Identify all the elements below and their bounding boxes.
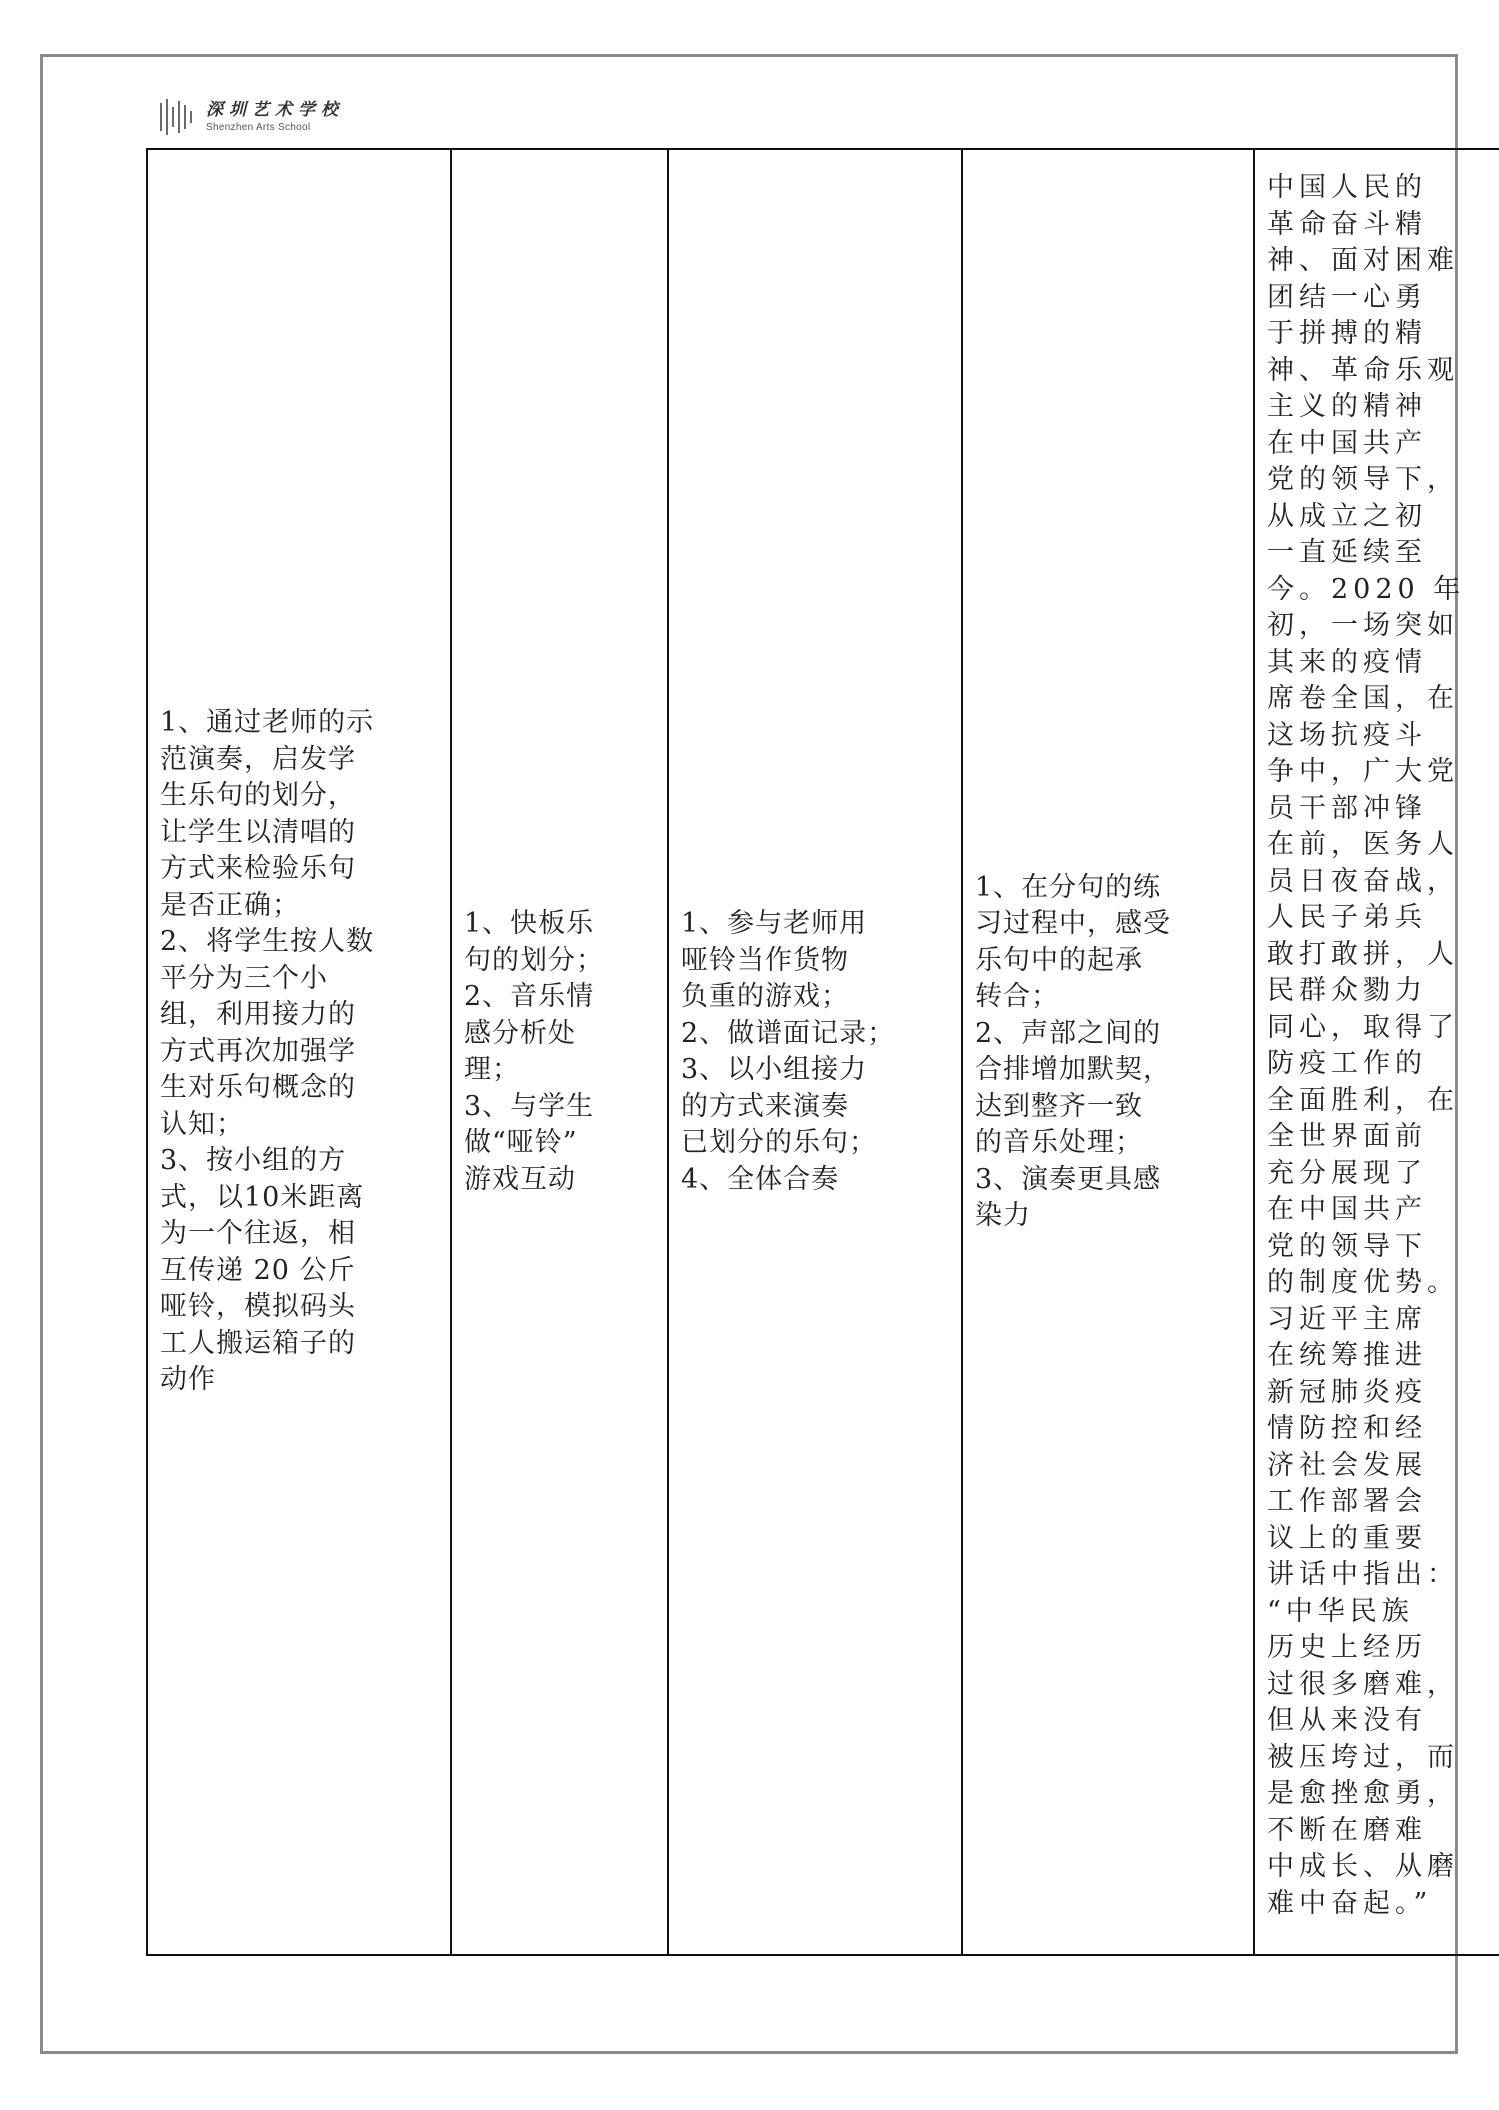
cell-text-line: 新冠肺炎疫 bbox=[1267, 1376, 1427, 1408]
cell-text-line: 但从来没有 bbox=[1267, 1705, 1427, 1736]
cell-text-line: 游戏互动 bbox=[464, 1163, 576, 1195]
cell-text-line: 做“哑铃” bbox=[464, 1127, 578, 1158]
cell-text-line: 不断在磨难 bbox=[1267, 1814, 1427, 1846]
cell-text-line: 生对乐句概念的 bbox=[160, 1072, 356, 1104]
cell-text-line: 今。2020 年 bbox=[1267, 573, 1466, 605]
cell-text-line: 理； bbox=[464, 1054, 520, 1085]
cell-text-line: 讲话中指出： bbox=[1267, 1559, 1459, 1590]
cell-text-line: 党的领导下 bbox=[1267, 1230, 1427, 1262]
cell-text-line: 生乐句的划分， bbox=[160, 780, 356, 812]
cell-text-line: 在统筹推进 bbox=[1267, 1340, 1427, 1371]
cell-text-line: 哑铃，模拟码头 bbox=[160, 1291, 356, 1323]
cell-text-line: 2、做谱面记录； bbox=[681, 1017, 896, 1049]
cell-text-line: 防疫工作的 bbox=[1267, 1048, 1427, 1079]
cell-text-line: 乐句中的起承 bbox=[975, 944, 1143, 976]
cell-text-line: 是愈挫愈勇， bbox=[1267, 1778, 1459, 1809]
student-activities-cell bbox=[668, 149, 962, 1955]
cell-text-line: 3、与学生 bbox=[464, 1090, 595, 1122]
cell-text-line: 1、参与老师用 bbox=[681, 908, 868, 939]
cell-text-line: 济社会发展 bbox=[1267, 1449, 1427, 1481]
cell-text-line: 认知； bbox=[160, 1108, 244, 1140]
cell-text-line: 历史上经历 bbox=[1267, 1632, 1427, 1663]
cell-text-line: 已划分的乐句； bbox=[681, 1127, 877, 1158]
cell-text-line: 工人搬运箱子的 bbox=[160, 1327, 356, 1359]
school-name-en: Shenzhen Arts School bbox=[206, 121, 311, 133]
cell-text-line: 其来的疫情 bbox=[1267, 646, 1427, 678]
cell-text-line: 在前，医务人 bbox=[1267, 829, 1459, 860]
cell-text-line: 员干部冲锋 bbox=[1267, 792, 1427, 824]
cell-text-line: 负重的游戏； bbox=[681, 981, 849, 1012]
cell-text-line: 席卷全国，在 bbox=[1267, 683, 1459, 714]
lesson-plan-table bbox=[146, 148, 1499, 1956]
cell-text-line: “中华民族 bbox=[1267, 1595, 1414, 1627]
cell-text-line: 的制度优势。 bbox=[1267, 1267, 1459, 1298]
cell-text-line: 的音乐处理； bbox=[975, 1127, 1143, 1158]
cell-text-line: 平分为三个小 bbox=[160, 962, 328, 994]
cell-text-line: 在中国共产 bbox=[1267, 427, 1427, 459]
cell-text-line: 习过程中，感受 bbox=[975, 908, 1171, 939]
cell-text-line: 句的划分； bbox=[464, 944, 604, 976]
cell-text-line: 初，一场突如 bbox=[1267, 610, 1459, 641]
cell-text-line: 情防控和经 bbox=[1267, 1413, 1427, 1444]
cell-text-line: 3、演奏更具感 bbox=[975, 1163, 1162, 1195]
cell-text-line: 组，利用接力的 bbox=[160, 999, 356, 1031]
cell-text-line: 中国人民的 bbox=[1267, 172, 1427, 203]
teacher-activities-cell bbox=[147, 149, 451, 1955]
cell-text-line: 习近平主席 bbox=[1267, 1303, 1427, 1335]
cell-text-line: 被压垮过，而 bbox=[1267, 1741, 1459, 1773]
cell-text-line: 动作 bbox=[160, 1364, 216, 1396]
ideological-education-cell bbox=[1254, 149, 1499, 1955]
cell-text-line: 团结一心勇 bbox=[1267, 281, 1427, 313]
cell-text-line: 从成立之初 bbox=[1267, 500, 1427, 532]
cell-text-line: 范演奏，启发学 bbox=[160, 743, 356, 775]
cell-text-line: 人民子弟兵 bbox=[1267, 902, 1427, 933]
cell-text-line: 感分析处 bbox=[464, 1017, 576, 1049]
cell-text-line: 为一个往返，相 bbox=[160, 1218, 356, 1250]
cell-text-line: 方式再次加强学 bbox=[160, 1035, 356, 1067]
cell-text-line: 1、通过老师的示 bbox=[160, 707, 375, 739]
cell-text-line: 充分展现了 bbox=[1267, 1157, 1427, 1189]
school-name-cn: 深圳艺术学校 bbox=[206, 99, 344, 120]
cell-text-line: 中成长、从磨 bbox=[1267, 1851, 1459, 1882]
teaching-goals-cell bbox=[962, 149, 1254, 1955]
cell-text-line: 员日夜奋战， bbox=[1267, 865, 1459, 897]
table-row bbox=[147, 149, 1499, 1955]
cell-text-line: 染力 bbox=[975, 1200, 1031, 1231]
cell-text-line: 合排增加默契， bbox=[975, 1054, 1171, 1085]
teaching-content-cell bbox=[451, 149, 668, 1955]
cell-text-line: 神、革命乐观 bbox=[1267, 354, 1459, 386]
cell-text-line: 一直延续至 bbox=[1267, 537, 1427, 568]
cell-text-line: 互传递 20 公斤 bbox=[160, 1254, 356, 1286]
cell-text-line: 在中国共产 bbox=[1267, 1194, 1427, 1225]
cell-text-line: 全面胜利，在 bbox=[1267, 1084, 1459, 1116]
cell-text-line: 方式来检验乐句 bbox=[160, 853, 356, 885]
cell-text-line: 式，以10米距离 bbox=[160, 1181, 365, 1213]
cell-text-line: 哑铃当作货物 bbox=[681, 944, 849, 976]
cell-text-line: 3、按小组的方 bbox=[160, 1145, 347, 1177]
cell-text-line: 神、面对困难 bbox=[1267, 245, 1459, 276]
cell-text-line: 工作部署会 bbox=[1267, 1486, 1427, 1517]
cell-text-line: 3、以小组接力 bbox=[681, 1054, 868, 1085]
cell-text-line: 转合； bbox=[975, 981, 1059, 1012]
cell-text-line: 主义的精神 bbox=[1267, 391, 1427, 422]
cell-text-line: 议上的重要 bbox=[1267, 1522, 1427, 1554]
cell-text-line: 是否正确； bbox=[160, 889, 300, 921]
cell-text-line: 敢打敢拼，人 bbox=[1267, 938, 1459, 970]
cell-text-line: 1、快板乐 bbox=[464, 908, 595, 939]
school-logo-icon bbox=[158, 97, 194, 137]
cell-text-line: 难中奋起。” bbox=[1267, 1887, 1433, 1919]
cell-text-line: 2、音乐情 bbox=[464, 981, 595, 1012]
cell-text-line: 党的领导下， bbox=[1267, 464, 1459, 495]
cell-text-line: 同心，取得了 bbox=[1267, 1011, 1459, 1043]
page-header bbox=[158, 96, 344, 138]
cell-text-line: 于拼搏的精 bbox=[1267, 318, 1427, 349]
cell-text-line: 让学生以清唱的 bbox=[160, 816, 356, 848]
cell-text-line: 1、在分句的练 bbox=[975, 871, 1162, 903]
cell-text-line: 革命奋斗精 bbox=[1267, 208, 1427, 240]
cell-text-line: 2、声部之间的 bbox=[975, 1017, 1162, 1049]
cell-text-line: 的方式来演奏 bbox=[681, 1090, 849, 1122]
cell-text-line: 民群众勠力 bbox=[1267, 975, 1427, 1006]
cell-text-line: 过很多磨难， bbox=[1267, 1668, 1459, 1700]
cell-text-line: 全世界面前 bbox=[1267, 1121, 1427, 1152]
cell-text-line: 2、将学生按人数 bbox=[160, 926, 375, 958]
cell-text-line: 争中，广大党 bbox=[1267, 756, 1459, 787]
cell-text-line: 这场抗疫斗 bbox=[1267, 719, 1427, 751]
cell-text-line: 达到整齐一致 bbox=[975, 1090, 1143, 1122]
school-name bbox=[206, 99, 344, 133]
cell-text-line: 4、全体合奏 bbox=[681, 1163, 840, 1195]
